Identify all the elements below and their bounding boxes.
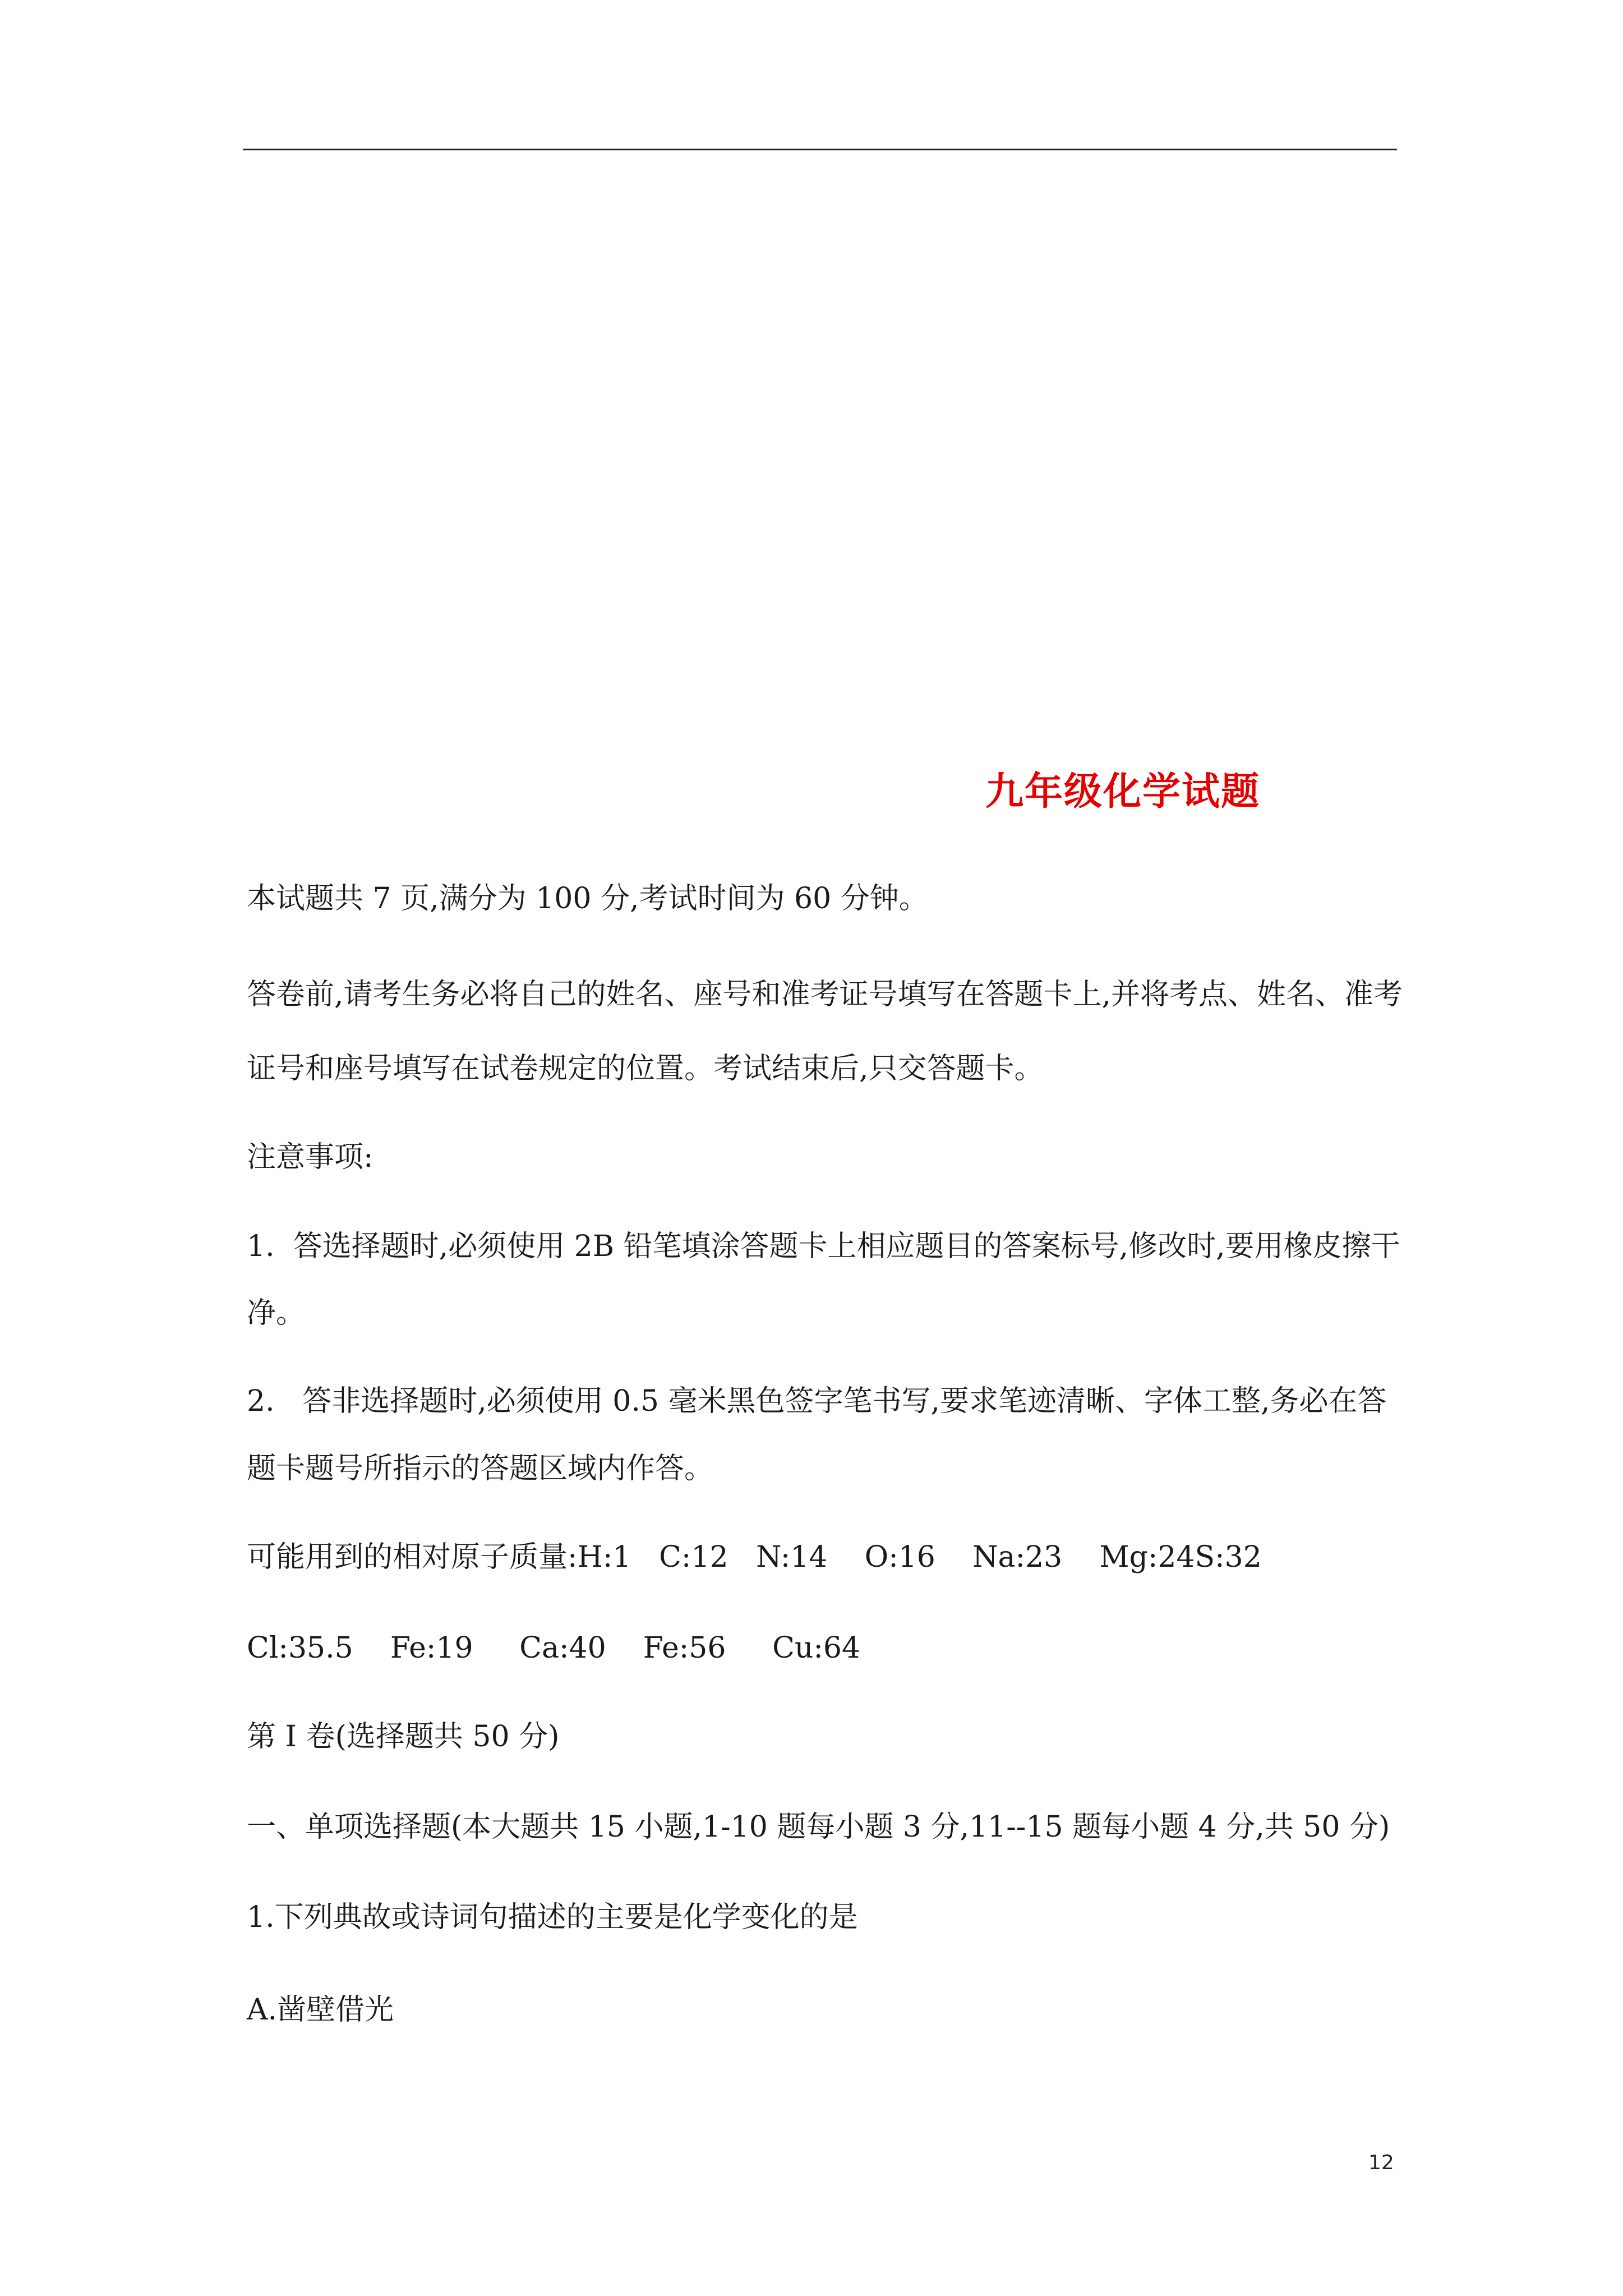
instruction-line-2: 证号和座号填写在试卷规定的位置。考试结束后,只交答题卡。 (247, 1052, 1044, 1085)
atomic-masses-line-2: Cl:35.5 Fe:19 Ca:40 Fe:56 Cu:64 (247, 1631, 861, 1665)
page-number: 12 (1368, 2151, 1394, 2174)
question-1-stem: 1.下列典故或诗词句描述的主要是化学变化的是 (247, 1901, 858, 1934)
exam-title: 九年级化学试题 (985, 770, 1261, 814)
part-1-heading: 第 I 卷(选择题共 50 分) (247, 1720, 560, 1754)
note-2-line-1: 2. 答非选择题时,必须使用 0.5 毫米黑色签字笔书写,要求笔迹清晰、字体工整,务必在答 (247, 1384, 1387, 1418)
note-2-line-2: 题卡题号所指示的答题区域内作答。 (247, 1452, 714, 1485)
instruction-line-1: 答卷前,请考生务必将自己的姓名、座号和准考证号填写在答题卡上,并将考点、姓名、准考 (247, 978, 1403, 1011)
question-1-option-a: A.凿壁借光 (247, 1993, 394, 2027)
notes-heading: 注意事项: (247, 1140, 374, 1174)
header-rule (243, 149, 1397, 150)
section-1-heading: 一、单项选择题(本大题共 15 小题,1-10 题每小题 3 分,11--15 题每小题 4 分,共 50 分) (247, 1810, 1390, 1844)
atomic-masses-line-1: 可能用到的相对原子质量:H:1 C:12 N:14 O:16 Na:23 Mg:24S:32 (247, 1540, 1262, 1574)
note-1-line-2: 净。 (247, 1296, 306, 1330)
note-1-line-1: 1. 答选择题时,必须使用 2B 铅笔填涂答题卡上相应题目的答案标号,修改时,要用橡皮擦干 (247, 1230, 1400, 1263)
exam-intro: 本试题共 7 页,满分为 100 分,考试时间为 60 分钟。 (247, 882, 928, 915)
